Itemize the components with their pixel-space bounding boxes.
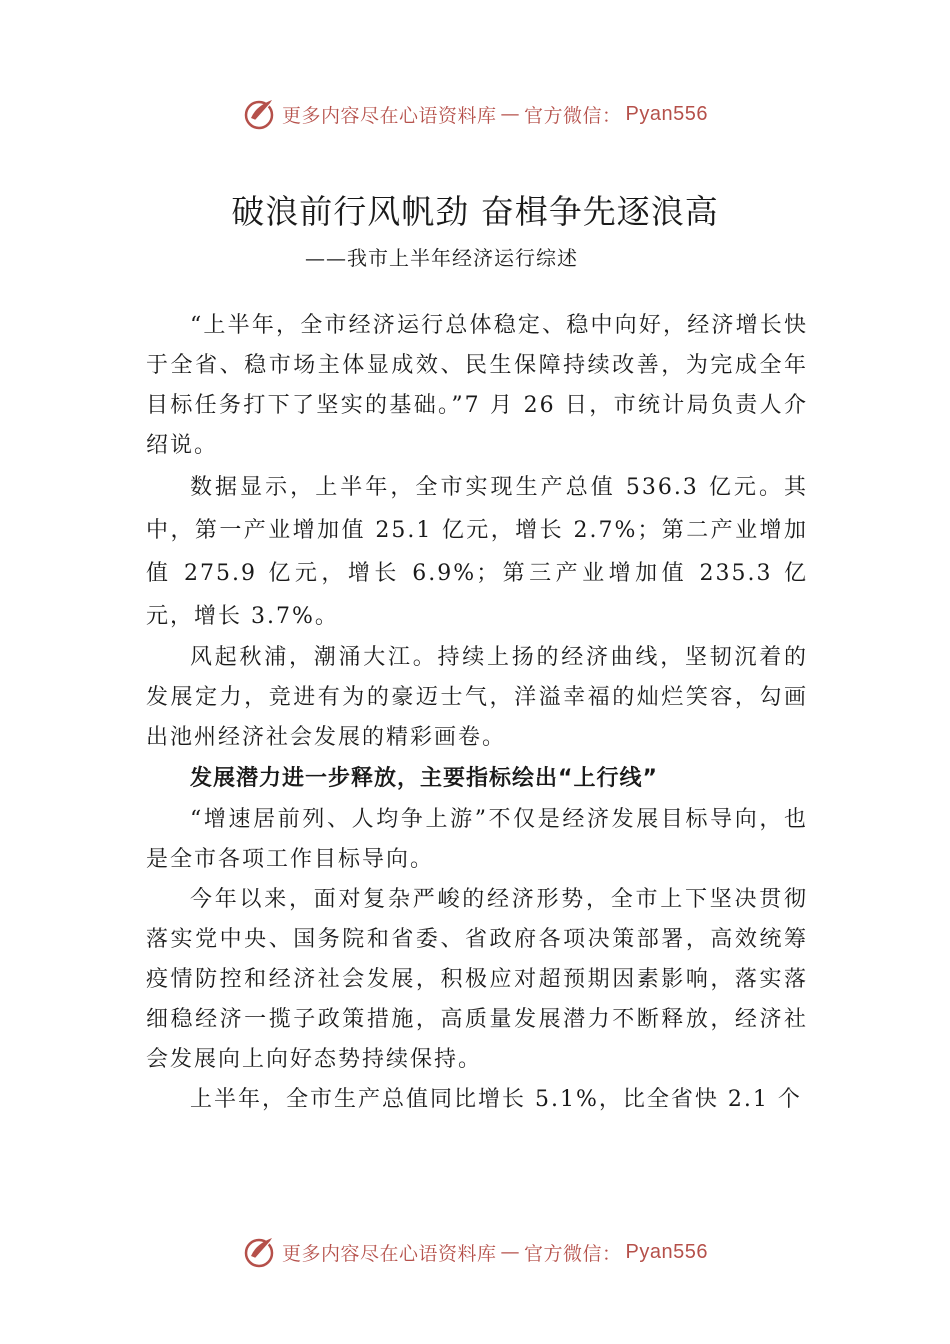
article-body bbox=[146, 306, 808, 1120]
watermark-wechat-label: 官方微信： bbox=[524, 104, 622, 127]
quill-logo-icon bbox=[242, 96, 278, 132]
watermark-separator: — bbox=[500, 103, 521, 125]
quill-logo-icon bbox=[242, 1234, 278, 1270]
watermark-wechat-label: 官方微信： bbox=[524, 1242, 622, 1265]
watermark-footer bbox=[0, 1232, 950, 1272]
watermark-wechat-id: Pyan556 bbox=[625, 1240, 708, 1263]
paragraph-data: 数据显示，上半年，全市实现生产总值 536.3 亿元。其中，第一产业增加值 25.1 亿元，增长 2.7%；第二产业增加值 275.9 亿元，增长 6.9%；第三产业增加值 235.3 亿元，增长 3.7%。 bbox=[146, 475, 808, 629]
article-title: 破浪前行风帆劲 奋楫争先逐浪高 bbox=[231, 192, 719, 231]
paragraph-intro: “上半年，全市经济运行总体稳定、稳中向好，经济增长快于全省、稳市场主体显成效、民生保障持续改善，为完成全年目标任务打下了坚实的基础。”7 月 26 日，市统计局负责人介绍说。 bbox=[146, 313, 808, 458]
watermark-header bbox=[0, 94, 950, 134]
watermark-brand: 更多内容尽在心语资料库 bbox=[282, 104, 497, 127]
watermark-separator: — bbox=[500, 1241, 521, 1263]
paragraph-policy: 今年以来，面对复杂严峻的经济形势，全市上下坚决贯彻落实党中央、国务院和省委、省政府各项决策部署，高效统筹疫情防控和经济社会发展，积极应对超预期因素影响，落实落细稳经济一揽子政策措施，高质量发展潜力不断释放，经济社会发展向上向好态势持续保持。 bbox=[146, 887, 808, 1072]
watermark-wechat-id: Pyan556 bbox=[625, 102, 708, 125]
watermark-brand: 更多内容尽在心语资料库 bbox=[282, 1242, 497, 1265]
section-heading: 发展潜力进一步释放，主要指标绘出“上行线” bbox=[190, 766, 658, 791]
paragraph-growth: 上半年，全市生产总值同比增长 5.1%，比全省快 2.1 个 bbox=[190, 1087, 802, 1112]
article-subtitle: ——我市上半年经济运行综述 bbox=[305, 246, 578, 270]
paragraph-vision: 风起秋浦，潮涌大江。持续上扬的经济曲线，坚韧沉着的发展定力，竞进有为的豪迈士气，洋溢幸福的灿烂笑容，勾画出池州经济社会发展的精彩画卷。 bbox=[146, 645, 808, 750]
paragraph-goal: “增速居前列、人均争上游”不仅是经济发展目标导向，也是全市各项工作目标导向。 bbox=[146, 807, 808, 872]
